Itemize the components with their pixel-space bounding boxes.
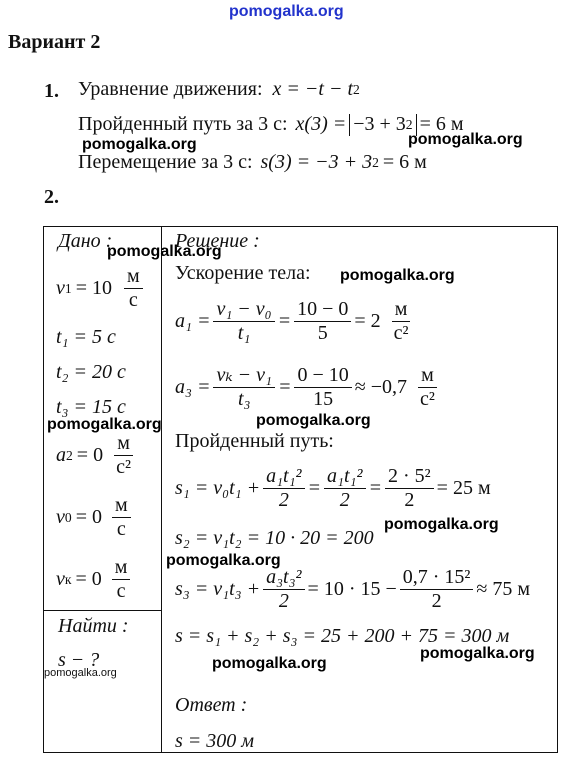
given-v1 <box>56 265 146 312</box>
given-a2-sub: 2 <box>66 447 73 463</box>
task1-line1-exp: 2 <box>353 81 360 97</box>
given-vk-unit-den: с <box>116 580 126 602</box>
eq-s1-f2n: a₁t₁² <box>324 465 365 489</box>
eq-s1 <box>175 465 491 512</box>
given-t1: t₁ = 5 с <box>56 326 116 348</box>
eq-s1-f1n: a₁t₁² <box>263 465 304 489</box>
eq-a3-f2d: 15 <box>313 388 334 410</box>
given-label: Дано : <box>58 230 113 252</box>
eq-a1-f1d: t₁ <box>237 322 251 344</box>
task1-line2-eq-b: −3 + 3 <box>353 113 406 135</box>
given-a2-sym: a <box>56 444 66 466</box>
watermark-7[interactable]: pomogalka.org <box>256 412 371 429</box>
eq-s3-lhs: s₃ = v₁t₃ + <box>175 578 261 600</box>
given-v0-sym: v <box>56 506 65 528</box>
table-divider-horizontal <box>43 610 161 611</box>
eq-a3-f1d: t₃ <box>237 388 251 410</box>
eq-a3-res: ≈ −0,7 <box>354 376 407 398</box>
page-title: Вариант 2 <box>8 31 101 53</box>
task1-line1-eq: x = −t − t <box>272 78 353 100</box>
task1-line3 <box>78 151 427 174</box>
eq-a3-f2n: 0 − 10 <box>294 364 351 388</box>
task1-line3-eq-b: = 6 м <box>382 151 427 173</box>
eq-a1-f2n: 10 − 0 <box>294 298 351 322</box>
task1-line1 <box>78 78 360 101</box>
accel-heading: Ускорение тела: <box>175 262 311 284</box>
task1-line2-text: Пройденный путь за 3 с: <box>78 113 288 135</box>
eq-s1-f3d: 2 <box>404 489 415 511</box>
eq-s1-f1d: 2 <box>278 489 289 511</box>
given-vk-sym: v <box>56 568 65 590</box>
given-vk-val: = 0 <box>75 568 102 590</box>
eq-a1 <box>175 298 415 345</box>
eq-a1-lhs: a₁ = <box>175 310 211 332</box>
task1-line2-eq-c: = 6 м <box>419 113 464 135</box>
eq-s3-mid: = 10 · 15 − <box>307 578 397 600</box>
watermark-top[interactable]: pomogalka.org <box>229 3 344 20</box>
eq-a3-unit-den: с² <box>420 388 435 410</box>
watermark-8[interactable]: pomogalka.org <box>384 516 499 533</box>
eq-a3 <box>175 364 441 411</box>
eq-a1-f1n: v₁ − v₀ <box>213 298 274 322</box>
task1-number: 1. <box>44 80 59 102</box>
given-a2-unit-num: м <box>114 432 133 456</box>
given-v1-unit-num: м <box>124 265 143 289</box>
task1-line2-eq-a: x(3) = <box>295 113 347 135</box>
eq-a3-lhs: a₃ = <box>175 376 211 398</box>
eq-s: s = s₁ + s₂ + s₃ = 25 + 200 + 75 = 300 м <box>175 625 510 647</box>
eq-s3-res: ≈ 75 м <box>476 578 531 600</box>
task2-number: 2. <box>44 186 59 208</box>
task1-line2-exp: 2 <box>405 116 413 132</box>
given-v0-unit-den: с <box>116 518 126 540</box>
given-v1-val: = 10 <box>75 277 112 299</box>
abs-bar-left <box>349 114 350 136</box>
eq-s1-f2d: 2 <box>339 489 350 511</box>
given-v1-unit-den: с <box>128 289 138 311</box>
eq-s1-eq2: = <box>368 477 383 499</box>
solution-label: Решение : <box>175 230 260 252</box>
eq-s3-f2n: 0,7 · 15² <box>400 566 474 590</box>
watermark-11[interactable]: pomogalka.org <box>212 655 327 672</box>
eq-a3-unit-num: м <box>418 364 437 388</box>
eq-s3 <box>175 566 530 613</box>
find-value: s − ? <box>58 649 100 671</box>
given-v0-unit-num: м <box>112 494 131 518</box>
eq-a1-unit-num: м <box>392 298 411 322</box>
given-v0-val: = 0 <box>75 506 102 528</box>
eq-s1-res: = 25 м <box>436 477 491 499</box>
eq-a1-f2d: 5 <box>317 322 328 344</box>
given-t3: t₃ = 15 с <box>56 396 126 418</box>
eq-a3-f1n: vₖ − v₁ <box>213 364 275 388</box>
watermark-6[interactable]: pomogalka.org <box>340 267 455 284</box>
task1-line3-exp: 2 <box>372 154 379 170</box>
eq-a1-eq: = <box>277 310 292 332</box>
given-a2-val: = 0 <box>76 444 104 466</box>
given-vk <box>56 556 133 603</box>
given-vk-unit-num: м <box>112 556 131 580</box>
watermark-9[interactable]: pomogalka.org <box>166 552 281 569</box>
eq-a3-eq: = <box>277 376 292 398</box>
eq-s1-eq: = <box>307 477 322 499</box>
watermark-1[interactable]: pomogalka.org <box>408 131 523 148</box>
watermark-4[interactable]: pomogalka.org <box>47 416 162 433</box>
eq-s3-f1d: 2 <box>278 590 289 612</box>
task1-line3-text: Перемещение за 3 с: <box>78 151 253 173</box>
given-t2: t₂ = 20 с <box>56 361 126 383</box>
eq-s1-lhs: s₁ = v₀t₁ + <box>175 477 261 499</box>
eq-s2: s₂ = v₁t₂ = 10 · 20 = 200 <box>175 527 374 549</box>
given-v0-sub: 0 <box>64 509 72 525</box>
given-v1-sub: 1 <box>64 280 72 296</box>
table-divider-vertical <box>161 226 162 753</box>
given-vk-sub: к <box>64 571 72 587</box>
watermark-10[interactable]: pomogalka.org <box>420 645 535 662</box>
given-v0 <box>56 494 134 541</box>
eq-s1-f3n: 2 · 5² <box>385 465 434 489</box>
given-a2-unit-den: с² <box>116 456 131 478</box>
eq-s3-f2d: 2 <box>431 590 442 612</box>
task1-line2 <box>78 113 464 136</box>
answer-value: s = 300 м <box>175 730 255 752</box>
eq-s3-f1n: a₃t₃² <box>263 566 304 590</box>
answer-label: Ответ : <box>175 694 248 716</box>
given-a2 <box>56 432 137 479</box>
eq-a1-res: = 2 <box>354 310 381 332</box>
path-heading: Пройденный путь: <box>175 430 334 452</box>
task1-line1-text: Уравнение движения: <box>78 78 263 100</box>
watermark-2[interactable]: pomogalka.org <box>82 136 197 153</box>
watermark-3[interactable]: pomogalka.org <box>107 243 222 260</box>
task1-line3-eq-a: s(3) = −3 + 3 <box>260 151 373 173</box>
watermark-5[interactable]: pomogalka.org <box>44 667 117 679</box>
find-label: Найти : <box>58 615 129 637</box>
eq-a1-unit-den: с² <box>393 322 409 344</box>
given-v1-sym: v <box>56 277 65 299</box>
